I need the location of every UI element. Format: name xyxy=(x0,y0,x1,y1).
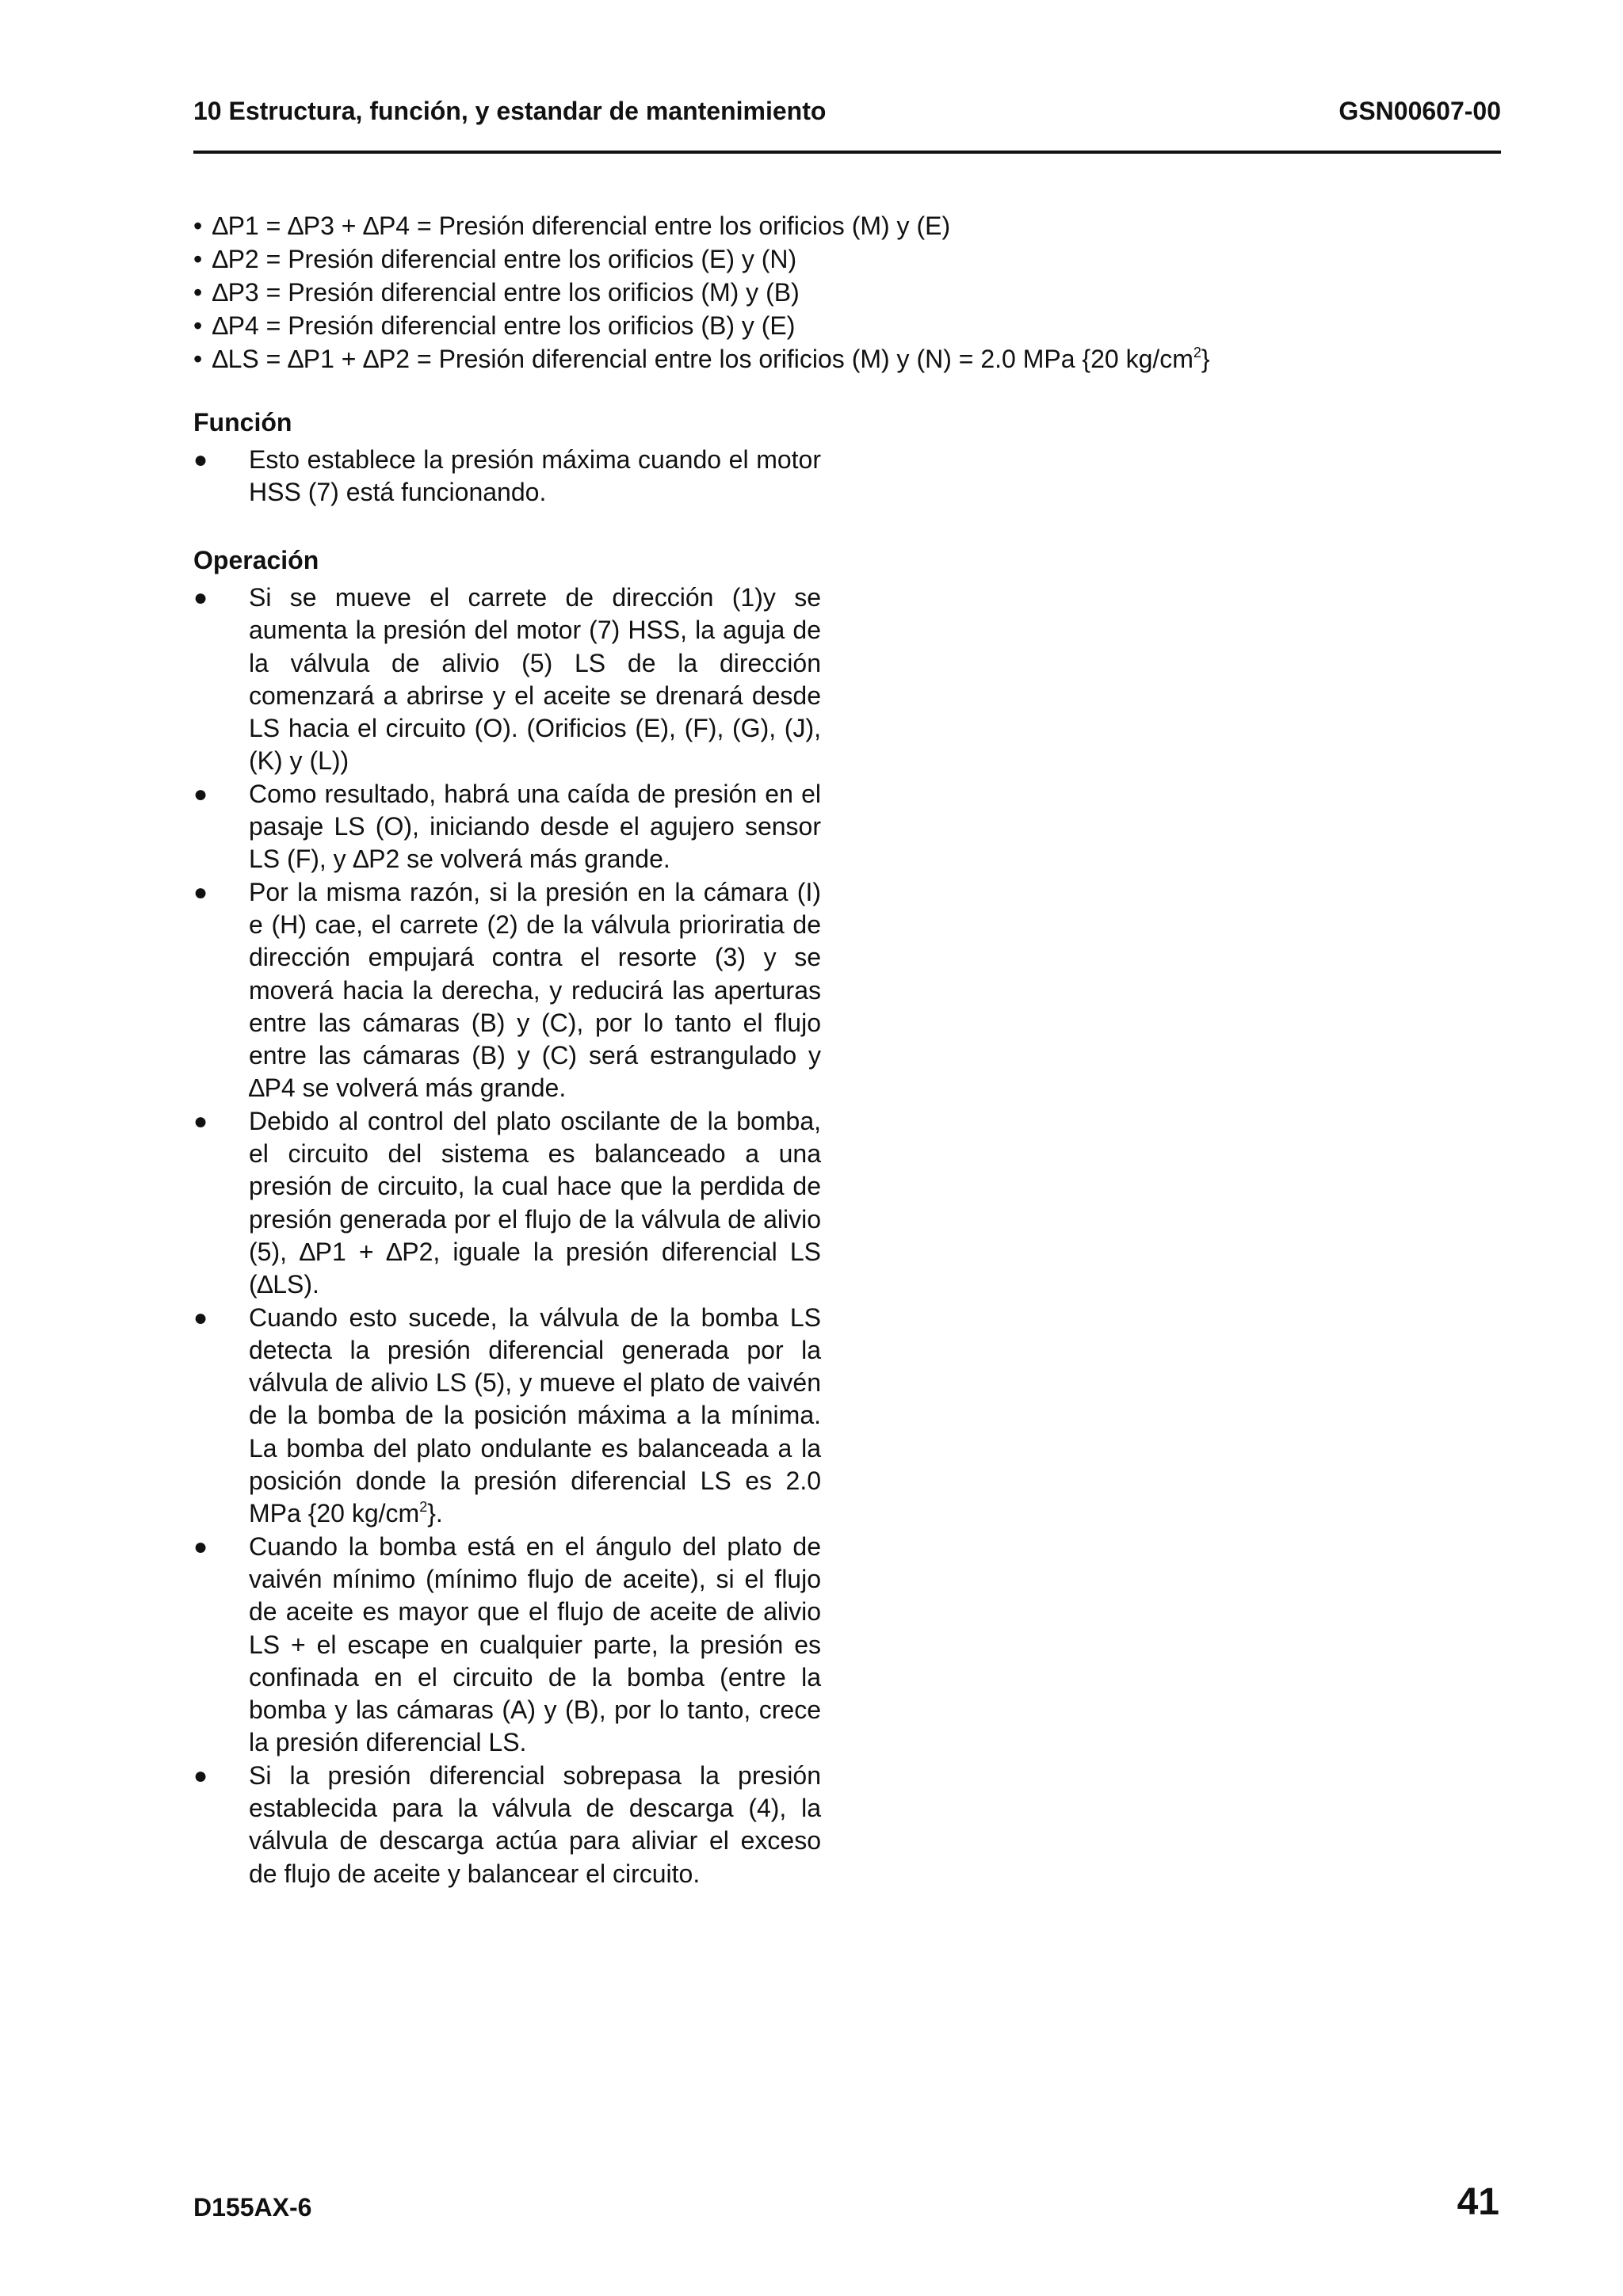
bullet-icon: ● xyxy=(193,1108,208,1135)
bullet-icon: ● xyxy=(193,1533,208,1560)
bullet-icon: ● xyxy=(193,780,208,807)
list-item: • ∆P1 = ∆P3 + ∆P4 = Presión diferencial entre los orificios (M) y (E) xyxy=(193,209,1541,242)
bullet-icon: ● xyxy=(193,447,208,473)
list-item: • ∆LS = ∆P1 + ∆P2 = Presión diferencial entre los orificios (M) y (N) = 2.0 MPa {20 $kg/cm^2$} xyxy=(193,342,1541,376)
bullet-icon: • xyxy=(193,245,203,273)
list-item: • ∆P3 = Presión diferencial entre los orificios (M) y (B) xyxy=(193,276,1541,309)
list-item: ● Cuando esto sucede, la válvula de la bomba LS detecta la presión diferencial generada por la válvula de alivio LS (5), y mueve el plato de vaivén de la bomba de la posición máxima a la mínima. La bomba del plato ondulante es balanceada a la posición donde la presión diferencial LS es 2.0 MPa {20 $kg/cm^2$}. xyxy=(193,1302,821,1528)
bullet-icon: ● xyxy=(193,1304,208,1331)
funcion-section xyxy=(193,406,821,509)
list-item: • ∆P4 = Presión diferencial entre los orificios (B) y (E) xyxy=(193,309,1541,342)
list-item: ● Como resultado, habrá una caída de presión en el pasaje LS (O), iniciando desde el agujero sensor LS (F), y ∆P2 se volverá más grande. xyxy=(193,779,821,874)
bullet-icon: ● xyxy=(193,585,208,611)
list-item: ● Si se mueve el carrete de dirección (1)y se aumenta la presión del motor (7) HSS, la aguja de la válvula de alivio (5) LS de la dirección comenzará a abrirse y el aceite se drenará desde LS hacia el circuito (O). (Orificios (E), (F), (G), (J), (K) y (L)) xyxy=(193,583,821,776)
section-heading: Operación xyxy=(193,546,319,574)
header-title: 10 Estructura, función, y estandar de mantenimiento xyxy=(193,97,827,125)
bullet-icon: ● xyxy=(193,879,208,906)
delta-definitions xyxy=(193,209,1541,376)
model-code: D155AX-6 xyxy=(193,2193,312,2222)
list-item: ● Por la misma razón, si la presión en la cámara (I) e (H) cae, el carrete (2) de la válvula prioriratia de dirección empujará contra el resorte (3) y se moverá hacia la derecha, y reducirá las aperturas entre las cámaras (B) y (C), por lo tanto el flujo entre las cámaras (B) y (C) será estrangulado y ∆P4 se volverá más grande. xyxy=(193,877,821,1103)
bullet-icon: • xyxy=(193,345,203,373)
bullet-icon: • xyxy=(193,278,203,307)
list-item: ● Esto establece la presión máxima cuando el motor HSS (7) está funcionando. xyxy=(193,445,821,507)
bullet-icon: • xyxy=(193,311,203,340)
section-heading: Función xyxy=(193,408,292,437)
list-item: ● Cuando la bomba está en el ángulo del plato de vaivén mínimo (mínimo flujo de aceite), si el flujo de aceite es mayor que el flujo de aceite de alivio LS + el escape en cualquier parte, la presión es confinada en el circuito de la bomba (entre la bomba y las cámaras (A) y (B), por lo tanto, crece la presión diferencial LS. xyxy=(193,1531,821,1757)
bullet-icon: • xyxy=(193,212,203,240)
bullet-icon: ● xyxy=(193,1762,208,1789)
header-divider xyxy=(193,151,1501,154)
page-header xyxy=(193,97,1501,126)
document-code: GSN00607-00 xyxy=(1338,97,1501,125)
list-item: ● Si la presión diferencial sobrepasa la presión establecida para la válvula de descarga (4), la válvula de descarga actúa para aliviar el exceso de flujo de aceite y balancear el circuito. xyxy=(193,1760,821,1888)
operacion-section xyxy=(193,543,821,1890)
list-item: • ∆P2 = Presión diferencial entre los orificios (E) y (N) xyxy=(193,242,1541,276)
page-number: 41 xyxy=(1457,2181,1499,2223)
list-item: ● Debido al control del plato oscilante de la bomba, el circuito del sistema es balanceado a una presión de circuito, la cual hace que la perdida de presión generada por el flujo de la válvula de alivio (5), ∆P1 + ∆P2, iguale la presión diferencial LS (∆LS). xyxy=(193,1106,821,1299)
